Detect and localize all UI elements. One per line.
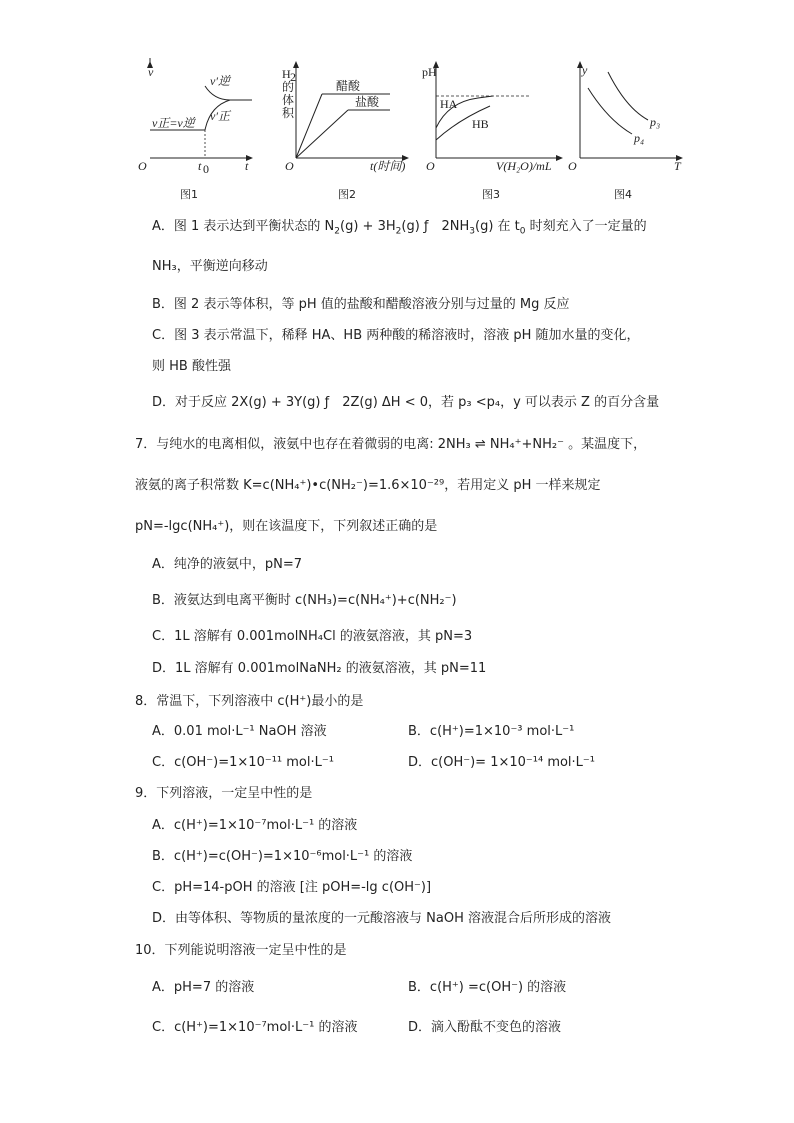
q10-option-c: C．c(H⁺)=1×10⁻⁷mol·L⁻¹ 的溶液: [152, 1020, 358, 1035]
fig2-axis-x: t(时间): [370, 159, 406, 173]
fig1-caption: 图1: [180, 188, 198, 201]
fig2-origin: O: [285, 159, 294, 173]
fig1-t0: t: [198, 159, 202, 173]
fig4-curve1-label: p₃: [650, 115, 661, 129]
fig3-origin: O: [426, 159, 435, 173]
fig2-line1-label: 醋酸: [336, 79, 361, 93]
q6-option-c-line1: C．图 3 表示常温下，稀释 HA、HB 两种酸的稀溶液时，溶液 pH 随加水量的变化，: [152, 328, 640, 343]
q6-option-a-line2: NH₃，平衡逆向移动: [152, 259, 268, 274]
fig3-axis-y: pH: [422, 65, 437, 79]
figure-2: [280, 58, 410, 177]
fig2-axis-y-2: 的: [282, 80, 295, 94]
figure-1: [130, 58, 260, 177]
q7-stem-line3: pN=-lgc(NH₄⁺)，则在该温度下，下列叙述正确的是: [135, 519, 438, 534]
q7-option-c: C．1L 溶解有 0.001molNH₄Cl 的液氨溶液，其 pN=3: [152, 629, 473, 644]
fig1-axis-y: v: [148, 65, 154, 79]
fig3-caption: 图3: [482, 188, 500, 201]
q9-option-d: D．由等体积、等物质的量浓度的一元酸溶液与 NaOH 溶液混合后所形成的溶液: [152, 911, 611, 926]
fig1-origin: O: [138, 159, 147, 173]
fig1-v-fwd: v′正: [210, 109, 230, 123]
q8-option-d: D．c(OH⁻)= 1×10⁻¹⁴ mol·L⁻¹: [408, 755, 595, 770]
q9-stem: 9．下列溶液，一定呈中性的是: [135, 786, 313, 801]
q7-option-d: D．1L 溶解有 0.001molNaNH₂ 的液氨溶液，其 pN=11: [152, 661, 487, 676]
fig4-curve2-label: p₄: [634, 131, 645, 145]
q7-stem-line1: 7．与纯水的电离相似，液氨中也存在着微弱的电离: 2NH₃ ⇌ NH₄⁺+NH₂⁻ 。某温度下，: [135, 437, 647, 452]
q9-option-b: B．c(H⁺)=c(OH⁻)=1×10⁻⁶mol·L⁻¹ 的溶液: [152, 849, 413, 864]
fig1-v-rev: v′逆: [210, 74, 230, 88]
fig3-curve1-label: HA: [440, 97, 458, 111]
q8-option-a: A．0.01 mol·L⁻¹ NaOH 溶液: [152, 724, 327, 739]
q6-option-b: B．图 2 表示等体积，等 pH 值的盐酸和醋酸溶液分别与过量的 Mg 反应: [152, 297, 570, 312]
q9-option-a: A．c(H⁺)=1×10⁻⁷mol·L⁻¹ 的溶液: [152, 818, 358, 833]
q10-option-b: B．c(H⁺) =c(OH⁻) 的溶液: [408, 980, 567, 995]
fig2-caption: 图2: [338, 188, 356, 201]
fig4-caption: 图4: [614, 188, 632, 201]
q7-option-a: A．纯净的液氨中，pN=7: [152, 557, 303, 572]
q10-option-d: D．滴入酚酞不变色的溶液: [408, 1020, 562, 1035]
fig2-axis-y-3: 体: [282, 93, 295, 107]
fig1-eq-label: v正=v逆: [152, 116, 195, 130]
fig1-axis-x: t: [245, 159, 249, 173]
fig2-axis-y-1: H: [282, 67, 291, 81]
fig4-axis-x: T: [674, 159, 681, 173]
fig4-axis-y: y: [582, 63, 588, 77]
fig3-curve2-label: HB: [472, 117, 489, 131]
fig2-line2-label: 盐酸: [355, 95, 380, 109]
figure-4: [568, 58, 688, 177]
q6-option-d: D．对于反应 2X(g) + 3Y(g) ƒ 2Z(g) ΔH < 0，若 p₃ <p₄，y 可以表示 Z 的百分含量: [152, 395, 660, 410]
fig4-origin: O: [568, 159, 577, 173]
q7-option-b: B．液氨达到电离平衡时 c(NH₃)=c(NH₄⁺)+c(NH₂⁻): [152, 593, 457, 608]
fig1-t0-sub: 0: [203, 162, 209, 176]
q8-stem: 8．常温下，下列溶液中 c(H⁺)最小的是: [135, 694, 364, 709]
q6-option-c-line2: 则 HB 酸性强: [152, 359, 231, 374]
q8-option-b: B．c(H⁺)=1×10⁻³ mol·L⁻¹: [408, 724, 575, 739]
q8-option-c: C．c(OH⁻)=1×10⁻¹¹ mol·L⁻¹: [152, 755, 334, 770]
figure-3: [418, 58, 568, 177]
q6-option-a-line1: A．图 1 表示达到平衡状态的 $N_2(g) + 3H_2(g)$ ƒ $2NH_3(g)$ 在 $t_0$ 时刻充入了一定量的: [152, 219, 647, 237]
fig2-axis-y-4: 积: [282, 106, 295, 120]
q7-stem-line2: 液氨的离子积常数 K=c(NH₄⁺)•c(NH₂⁻)=1.6×10⁻²⁹，若用定义 pH 一样来规定: [135, 478, 601, 493]
fig3-axis-x: V(H₂O)/mL: [496, 159, 552, 173]
q9-option-c: C．pH=14-pOH 的溶液 [注 pOH=-lg c(OH⁻)]: [152, 880, 432, 895]
q10-stem: 10．下列能说明溶液一定呈中性的是: [135, 943, 347, 958]
q10-option-a: A．pH=7 的溶液: [152, 980, 255, 995]
fig2-axis-y-sub: 2: [290, 70, 296, 84]
